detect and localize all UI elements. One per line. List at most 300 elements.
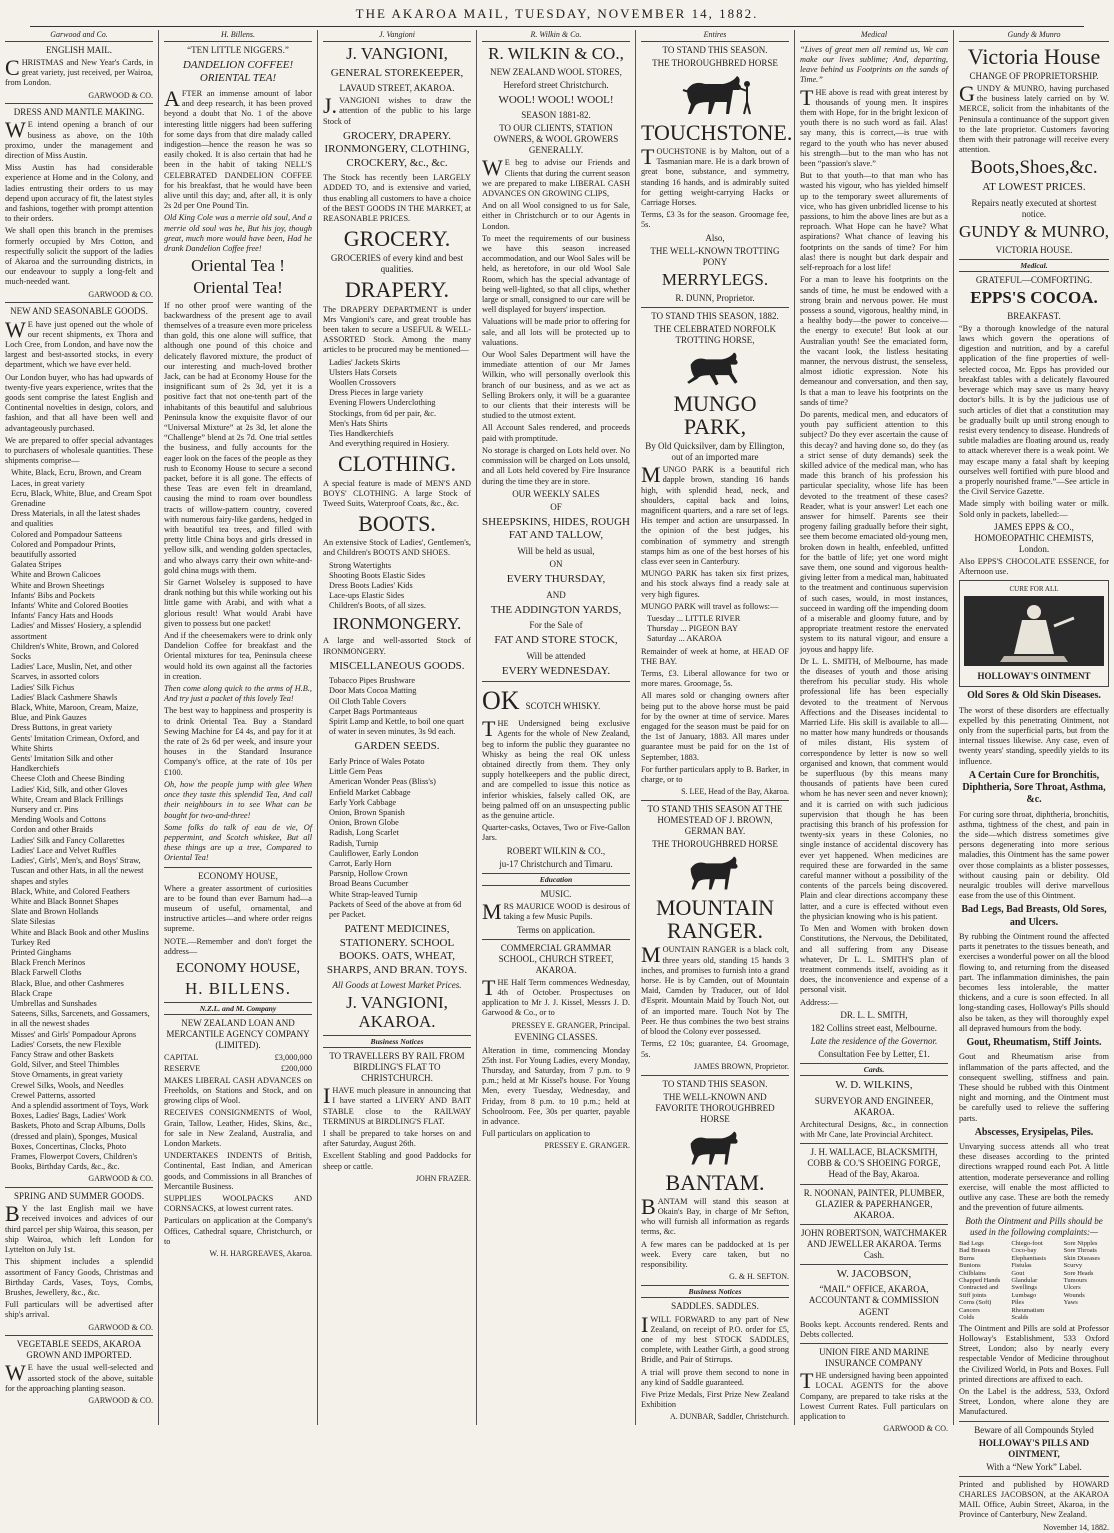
ad-title: A Certain Cure for Bronchitis, Diphtheria, Sore Throat, Asthma, &c.: [962, 769, 1106, 806]
ad-headline: J. VANGIONI,: [346, 43, 448, 63]
ad-title: DRESS AND MANTLE MAKING.: [13, 107, 145, 118]
ad-body: WE intend opening a branch of our business as above, on the 10th proximo, under the management and direction of Miss Austin.: [5, 117, 153, 160]
ad-headline: EVERY THURSDAY,: [506, 572, 606, 585]
ad-body: No storage is charged on Lots held over. No commission will be charged on Lots unsold, and all Lots held covered by Fire Insurance during the time they are in store.: [482, 445, 630, 486]
ad-body: WE have just opened out the whole of our recent shipments, ex Thora and Loch Cree, from London, and have now the largest and best-assorted stocks, in every department, which we have ever held.: [5, 316, 153, 370]
ad-text: Terms on application.: [516, 924, 596, 935]
ad-body: The worst of these disorders are effectually expelled by this penetrating Ointment, not only from the superficial parts, but from the internal tissues likewise. Any case, even of twenty years' standing, speedily yields to its influence.: [959, 705, 1109, 766]
list-item: Misses' and Girls' Pompadour Aprons: [11, 1029, 137, 1039]
ad-signature: GARWOOD & CO.: [88, 90, 153, 100]
card-text: SURVEYOR AND ENGINEER, AKAROA.: [814, 1095, 934, 1117]
capital-label: CAPITAL: [164, 1053, 199, 1063]
horse-icon: [680, 853, 750, 893]
list-item: Gents' Imitation Crimean, Oxford, and White Shirts: [11, 733, 140, 753]
card-title: W. JACOBSON,: [836, 1267, 912, 1280]
list-item: Sore Heads: [1063, 1269, 1094, 1277]
ad-headline: DANDELION COFFEE! ORIENTAL TEA!: [182, 58, 294, 85]
list-item: Printed Ginghams: [11, 947, 72, 957]
list-item: Infants' Fancy Hats and Hoods: [11, 611, 113, 621]
ad-body: I shall be prepared to take horses on and after Saturday, August 26th.: [323, 1129, 471, 1149]
ad-headline: MISCELLANEOUS GOODS.: [329, 659, 465, 672]
ad-body: AFTER an immense amount of labor and deep research, it has been proved beyond a doubt that No. 1 of the above interesting little niggers had been suffering for some days from that dire malady called indigestion—hence the reason he was so easily choked. It is also certain that had he been in the habit of taking NELL'S CELEBRATED DANDELION COFFEE for his breakfast, that he would have been alive until this day; and, after all, it is only 2s 2d per One Pound Tin.: [164, 85, 312, 211]
list-item: Colored and Pompadour Satteens: [11, 529, 122, 539]
list-item: Rheumatism: [1011, 1306, 1045, 1314]
ad-headline: EPPS'S COCOA.: [970, 288, 1098, 308]
list-item: Ladies' Black Cashmere Shawls: [11, 692, 118, 702]
card-text: JOHN ROBERTSON, WATCHMAKER AND JEWELLER AKAROA. Terms Cash.: [800, 1227, 948, 1260]
divider: [800, 1224, 948, 1225]
ad-title: Abscesses, Erysipelas, Piles.: [974, 1126, 1094, 1138]
section-header: Cards.: [800, 1063, 948, 1076]
ad-text: Also,: [705, 232, 725, 243]
ad-subtitle: By Old Quicksilver, dam by Ellington, out of an imported mare: [645, 440, 785, 463]
ad-body: NOTE.—Remember and don't forget the address—: [164, 936, 312, 956]
list-item: Sateens, Silks, Sarcenets, and Gossamers, in all the newest shades: [11, 1009, 150, 1029]
ad-subtitle: THE WELL-KNOWN AND FAVORITE THOROUGHBRED HORSE: [655, 1091, 775, 1124]
divider: [641, 800, 789, 801]
list-item: Yaws: [1063, 1299, 1078, 1307]
verse: Oh, how the people jump with glee When once they taste this splendid Tea, And call their neighbours in to see What can be bought for two-and-three!: [164, 779, 312, 820]
divider: [482, 681, 630, 682]
card-text: J. H. WALLACE, BLACKSMITH, COBB & CO.'S SHOEING FORGE, Head of the Bay, Akaroa.: [807, 1147, 941, 1180]
ad-title: TO STAND THIS SEASON AT THE HOMESTEAD OF J. BROWN, GERMAN BAY.: [647, 804, 783, 837]
list-item: Elephantiasis: [1011, 1254, 1046, 1262]
ad-title: TO STAND THIS SEASON.: [662, 44, 768, 55]
list-item: Ulcers: [1063, 1284, 1081, 1292]
ad-headline: GROCERY.: [343, 226, 451, 252]
ad-text: Beware of all Compounds Styled: [974, 1424, 1094, 1435]
divider: [641, 307, 789, 308]
list-item: Chapped Hands: [959, 1276, 1001, 1284]
horse-with-groom-icon: [675, 72, 755, 118]
list-item: Chiego-foot: [1011, 1239, 1043, 1247]
ad-title: OUR WEEKLY SALES: [512, 488, 600, 499]
ad-subtitle: THE THOROUGHBRED HORSE: [652, 839, 778, 850]
ad-body: Valuations will be made prior to offering for sale, and all lots will be protected up to valuations.: [482, 317, 630, 347]
ad-body: For a man to leave his footprints on the sands of time, he must be endowed with a strong brain and nervous power. He must possess a sound, vigorous, healthy mind, in a healthy body—the power to conceive—the energy to execute! But look at our Australian youth! See the emaciated form, the vacant look, the listless hesitating manner, the nervous distrust, the senseless, almost idiotic expression. Note his demeanour and conversation, and then say, Is that a man to leave his footprints on the sands of time?: [800, 275, 948, 407]
list-item: Ladies' Silk Fichus: [11, 682, 75, 692]
ad-signature: ju-17 Christchurch and Timaru.: [499, 858, 613, 869]
ad-body: CHRISTMAS and New Year's Cards, in great variety, just received, per Wairoa, from London.: [5, 54, 153, 88]
ad-subtitle: LAVAUD STREET, AKAROA.: [339, 83, 455, 94]
ad-body: SUPPLIES WOOLPACKS AND CORNSACKS, at lowest current rates.: [164, 1194, 312, 1214]
list-item: American Wonder Peas (Bliss's): [329, 777, 436, 787]
ad-body: THE undersigned having been appointed LOCAL AGENTS for the above Company, are prepared to take risks at the Lowest Current Rates. Full particulars on application to: [800, 1368, 948, 1421]
list-item: Scurvy: [1063, 1262, 1083, 1270]
ad-subtitle: GROCERIES of every kind and best qualities.: [330, 253, 464, 275]
list-item: Carpet Bags Portmanteaus: [329, 706, 418, 716]
ad-body: Gout and Rheumatism arise from inflammation of the parts affected, and the consequent swelling, stiffness and pain. These should be rubbed with this Ointment night and morning, and the Ointment must be carefully used to relieve the suffering parts.: [959, 1052, 1109, 1123]
list-item: Wounds: [1063, 1291, 1085, 1299]
list-item: Bad Breasts: [959, 1247, 991, 1255]
verse: Then come along quick to the arms of H.B., And try just a packet of this lovely Tea!: [164, 684, 312, 704]
ad-body: Quarter-casks, Octaves, Two or Five-Gallon Jars.: [482, 823, 630, 843]
list-item: White and Brown Sheetings: [11, 580, 105, 590]
ad-subtitle: GRATEFUL—COMFORTING.: [975, 275, 1093, 286]
list-item: Stockings, from 6d per pair, &c.: [329, 408, 437, 418]
column-header: Entires: [641, 30, 789, 42]
ad-text: Will be attended: [526, 650, 586, 661]
list-item: Crewel Silks, Wools, and Needles: [11, 1080, 124, 1090]
list-item: Ladies' Jackets Skirts: [329, 357, 401, 367]
emblem-title: HOLLOWAY'S OINTMENT: [977, 671, 1091, 682]
ad-headline: GROCERY, DRAPERY. IRONMONGERY, CLOTHING, CROCKERY, &c., &c.: [324, 129, 470, 169]
list-item: Burns: [959, 1254, 975, 1262]
list-item: Contracted and Stiff joints: [959, 1284, 999, 1299]
list-item: Scalds: [1011, 1314, 1029, 1322]
ad-headline: Oriental Tea !: [191, 256, 285, 276]
ad-text: 182 Collins street east, Melbourne.: [811, 1022, 937, 1033]
ad-title: SPRING AND SUMMER GOODS.: [13, 1191, 145, 1202]
ad-body: “By a thorough knowledge of the natural laws which govern the operations of digestion and nutrition, and by a careful application of the fine properties of well-selected cocoa, Mr. Epps has provided our breakfast tables with a delicately flavoured beverage which may save us many heavy doctor's bills. It is by the judicious use of such articles of diet that a constitution may be gradually built up until strong enough to resist every tendency to disease. Hundreds of subtle maladies are floating around us, ready to attack wherever there is a weak point. We may escape many a fatal shaft by keeping ourselves well fortified with pure blood and a properly nourished frame.”—See article in the Civil Service Gazette.: [959, 323, 1109, 497]
ad-body: J.VANGIONI wishes to draw the attention of the public to his large Stock of: [323, 93, 471, 126]
ad-signature: A. DUNBAR, Saddler, Christchurch.: [670, 1412, 789, 1422]
list-item: Sore Nipples: [1063, 1239, 1098, 1247]
travel-list: [641, 614, 789, 645]
ad-signature: S. LEE, Head of the Bay, Akaroa.: [681, 787, 789, 797]
ad-body: MUNGO PARK will travel as follows:—: [641, 601, 779, 611]
ad-title: TO STAND THIS SEASON.: [662, 1078, 768, 1089]
divider: [800, 1343, 948, 1344]
column-header: Gundy & Munro: [959, 30, 1109, 42]
list-item: Ladies' Lace and Velvet Ruffles: [11, 845, 117, 855]
list-item: Cancers: [959, 1306, 980, 1314]
divider: [5, 103, 153, 104]
horse-name: TOUCHSTONE.: [641, 119, 793, 145]
list-item: Onion, Brown Spanish: [329, 808, 405, 817]
ad-headline: BOOTS.: [358, 511, 436, 537]
list-item: Early Prince of Wales Potato: [329, 756, 425, 766]
divider: [5, 1187, 153, 1188]
list-item: Ladies' Lace, Muslin, Net, and other Scarves, in assorted colors: [11, 662, 132, 682]
list-item: Corns (Soft): [959, 1299, 992, 1307]
ad-text: With a “New York” Label.: [986, 1461, 1082, 1472]
ad-headline: Boots,Shoes,&c.: [970, 157, 1098, 179]
list-item: Cordon and other Braids: [11, 825, 93, 835]
list-item: Mending Wools and Cottons: [11, 815, 106, 825]
ad-title: VEGETABLE SEEDS, AKAROA GROWN AND IMPORTED.: [16, 1339, 142, 1361]
ad-signature: GARWOOD & CO.: [88, 289, 153, 299]
list-item: Cauliflower, Early London: [329, 848, 419, 858]
ad-body: RECEIVES CONSIGNMENTS of Wool, Grain, Tallow, Leather, Hides, Skins, &c., for sale in New Zealand, Australia, and London Markets.: [164, 1108, 312, 1149]
ad-body: Also EPPS'S CHOCOLATE ESSENCE, for Afternoon use.: [959, 556, 1109, 577]
horse-name: MOUNTAIN RANGER.: [655, 895, 774, 944]
list-item: Children's White, Brown, and Colored Socks: [11, 641, 139, 662]
list-item: Spirit Lamp and Kettle, to boil one quart of water in seven minutes, 3s 9d each.: [329, 717, 465, 737]
list-item: Chilblains: [959, 1269, 986, 1277]
list-item: Umbrellas and Sunshades: [11, 998, 97, 1008]
garden-list: [323, 757, 471, 920]
ad-title: SADDLES. SADDLES.: [671, 1301, 759, 1312]
ad-body: A few mares can be paddocked at 1s per week. Every care taken, but no responsibility.: [641, 1239, 789, 1270]
ok-subtitle: SCOTCH WHISKY.: [525, 701, 601, 712]
ad-text: Late the residence of the Governor.: [810, 1035, 938, 1046]
list-item: Parsnip, Hollow Crown: [329, 869, 408, 879]
ad-body: And if the cheesemakers were to drink only Dandelion Coffee for breakfast and the Oriental mixtures for tea, Peninsula cheese would hold its own against all the factories in creation.: [164, 631, 312, 681]
column-wilkin: [477, 30, 636, 1425]
ad-body: Full particulars on application to: [482, 1129, 591, 1139]
seated-figure-icon: [962, 596, 1106, 666]
ad-body: MAKES LIBERAL CASH ADVANCES on Freeholds, on Stations and Stock, and on growing clips of Wool.: [164, 1075, 312, 1106]
ad-title: “TEN LITTLE NIGGERS.”: [187, 44, 289, 55]
ad-signature: JAMES BROWN, Proprietor.: [693, 1061, 789, 1071]
ad-subtitle: Both the Ointment and Pills should be used in the following complaints:—: [965, 1215, 1103, 1237]
ad-body: Five Prize Medals, First Prize New Zealand Exhibition: [641, 1389, 789, 1410]
list-item: Lace-ups Elastic Sides: [329, 591, 405, 601]
ad-signature: JAMES EPPS & CO., HOMOEOPATHIC CHEMISTS, London.: [974, 521, 1094, 554]
ad-body: GUNDY & MUNRO, having purchased the business lately carried on by W. MERCE, solicit from the inhabitants of the Peninsula a continuance of the support given to the late proprietor. Customers favoring them with their patronage will receive every attention.: [959, 80, 1109, 155]
column-garwood: [0, 30, 159, 1425]
column-header: H. Billens.: [164, 30, 312, 42]
divider: [800, 1184, 948, 1185]
ad-title: UNION FIRE AND MARINE INSURANCE COMPANY: [819, 1347, 929, 1369]
ad-headline: J. VANGIONI, AKAROA.: [346, 993, 448, 1032]
list-item: White Strap-leaved Turnip: [329, 889, 418, 899]
list-item: Colored and Pompadour Prints, beautifully assorted: [11, 539, 116, 559]
horse-name: BANTAM.: [665, 1169, 765, 1195]
ad-body: A large and well-assorted Stock of IRONMONGERY.: [323, 636, 471, 656]
ad-headline: GARDEN SEEDS.: [354, 740, 440, 753]
ad-title: COMMERCIAL GRAMMAR SCHOOL, CHURCH STREET, AKAROA.: [498, 942, 614, 975]
list-item: Thursday ... PIGEON BAY: [647, 624, 738, 634]
verse: Old King Cole was a merrie old soul, And a merrie old soul was he, But his joy, though great, much more would have been, Had he drank Dandelion Coffee free!: [164, 213, 312, 253]
card-text: R. NOONAN, PAINTER, PLUMBER, GLAZIER & PAPERHANGER, AKAROA.: [803, 1187, 945, 1220]
list-item: Infants' White and Colored Booties: [11, 601, 129, 611]
ad-body: All mares sold or changing owners after being put to the above horse must be paid for by the owner at time of service. Mares engaged for the season must be paid for on the 1st of January, 1883. All mares under guarantee must be paid for on the 1st of September, 1883.: [641, 691, 789, 762]
ad-subtitle: THE CELEBRATED NORFOLK TROTTING HORSE,: [654, 323, 776, 345]
ad-body: MUNGO PARK has taken six first prizes, and his stock always find a ready sale at very high figures.: [641, 569, 789, 599]
capital-row: [164, 1053, 312, 1063]
verse: “Lives of great men all remind us, We can make our lives sublime; And, departing, leave behind us Footprints on the sands of Time.”: [800, 44, 948, 85]
ad-signature: R. DUNN, Proprietor.: [675, 292, 755, 303]
column-entires: [636, 30, 795, 1425]
list-item: Fancy Straw and other Baskets: [11, 1049, 114, 1059]
list-item: Gents' Imitation Silk and other Handkerchiefs: [11, 754, 113, 774]
list-item: Tuesday ... LITTLE RIVER: [647, 613, 741, 623]
ad-body: And on all Wool consigned to us for Sale, either in Christchurch or to our Agents in London.: [482, 201, 630, 231]
ad-signature: JOHN FRAZER.: [415, 1173, 471, 1183]
list-item: Enfield Market Cabbage: [329, 787, 411, 797]
list-item: White and Black Bonnet Shapes: [11, 896, 119, 906]
column-billens: [159, 30, 318, 1425]
imprint-date: November 14, 1882.: [1043, 1522, 1109, 1532]
ad-text: Consultation Fee by Letter, £1.: [818, 1048, 930, 1059]
ad-body: By rubbing the Ointment round the affected parts it penetrates to the tissues beneath, and exercises a wonderful power on all the blood flowing to, and returning from the diseased part. The inflammation diminishes, the pain becomes less intolerable, the matter thickens, and a cure is soon effected. In all long-standing cases, Holloway's Pills should also be taken, as they will thoroughly expel all depraved humours from the body.: [959, 932, 1109, 1033]
list-item: Skin Diseases: [1063, 1254, 1100, 1262]
list-item: Colds: [959, 1314, 975, 1322]
list-item: Ulsters Hats Corsets: [329, 367, 397, 377]
divider: [482, 939, 630, 940]
list-item: Dress Materials, in all the latest shades and qualities: [11, 509, 141, 529]
ad-signature: W. H. HARGREAVES, Akaroa.: [209, 1249, 312, 1259]
list-item: And a splendid assortment of Toys, Work Boxes, Ladies' Bags, Ladies' Work Baskets, Photo and Scrap Albums, Dolls (dressed and plain), Sponges, Musical Boxes, Concertinas, Clocks, Photo Frames, Flowerpot Covers, Children's Books, Birthday Cards, &c., &c.: [11, 1100, 149, 1172]
list-item: Bunions: [959, 1262, 981, 1270]
ad-title: TO OUR CLIENTS, STATION OWNERS, & WOOL GROWERS GENERALLY.: [493, 123, 619, 156]
list-item: Dress Boots Ladies' Kids: [329, 581, 413, 591]
ad-signature: ROBERT WILKIN & CO.,: [506, 845, 606, 856]
list-item: Lumbago: [1011, 1291, 1037, 1299]
ad-subtitle: BREAKFAST.: [1007, 310, 1061, 321]
ad-headline: ECONOMY HOUSE,: [176, 961, 300, 976]
section-header: Medical.: [959, 259, 1109, 272]
column-gundy-munro: [954, 30, 1114, 1532]
trotting-horse-icon: [680, 349, 750, 389]
ad-body: A trial will prove them second to none in any kind of Saddle guaranteed.: [641, 1367, 789, 1387]
ad-body: Remainder of week at home, at HEAD OF THE BAY.: [641, 646, 789, 666]
ad-signature: G. & H. SEFTON.: [729, 1272, 789, 1282]
list-item: Onion, Brown Globe: [329, 818, 399, 828]
list-item: Men's Hats Shirts: [329, 418, 388, 428]
ad-body: MUNGO PARK is a beautiful rich dapple brown, standing 16 hands high, with splendid head, neck, and shoulders, capital back and loins, magnificent quarters, and a rare set of legs. His temper and action are unsurpassed. In the opinion of the best judges, his combination of symmetry and strength stamps him as one of the best horses of his class ever seen in Canterbury.: [641, 462, 789, 566]
list-item: Black Crape: [11, 988, 53, 998]
list-item: Stove Ornaments, in great variety: [11, 1070, 123, 1080]
list-item: Ladies' and Misses' Hosiery, a splendid assortment: [11, 621, 142, 641]
column-medical: [795, 30, 954, 1434]
ad-headline: EVERY WEDNESDAY.: [501, 664, 611, 677]
list-item: Broad Beans Cucumber: [329, 879, 409, 889]
ad-body: The Ointment and Pills are sold at Professor Holloway's Establishment, 533 Oxford Street, London; also by nearly every respectable Vendor of Medicine throughout the Civilized World, in Pots and Boxes. Full printed directions are affixed to each.: [959, 1323, 1109, 1384]
ad-title: ENGLISH MAIL.: [46, 44, 112, 55]
ad-body: Particulars on application at the Company's Offices, Cathedral square, Christchurch, or to: [164, 1216, 312, 1246]
ad-body: The DRAPERY DEPARTMENT is under Mrs Vangioni's care, and great trouble has been taken to secure a USEFUL & WELL-ASSORTED Stock. Among the many articles to be procured may be mentioned—: [323, 304, 471, 355]
ad-headline: WOOL! WOOL! WOOL!: [498, 93, 614, 106]
emblem-arc-text: CURE FOR ALL: [1009, 585, 1059, 594]
horse-name: MUNGO PARK,: [673, 390, 757, 439]
list-item: Piles: [1011, 1299, 1024, 1307]
masthead-rule: [30, 26, 1084, 27]
ad-headline: Victoria House: [967, 43, 1101, 69]
list-item: Early York Cabbage: [329, 797, 397, 807]
ad-body: IHAVE much pleasure in announcing that I have started a LIVERY AND BAIT STABLE close to the RAILWAY TERMINUS at BIRDLING'S FLAT.: [323, 1083, 471, 1126]
column-header: R. Wilkin & Co.: [482, 30, 630, 42]
holloway-emblem: [959, 580, 1109, 687]
list-item: Fistulas: [1011, 1262, 1032, 1270]
verse: Some folks do talk of eau de vie, Of peppermint, and Scotch whiskee, But all these things are up a tree, Compared to Oriental Tea!: [164, 822, 312, 863]
list-item: White and Black Book and other Muslins: [11, 927, 149, 937]
ad-body: THE Undersigned being exclusive Agents for the whole of New Zealand, beg to inform the public they guarantee no Whisky as being the real OK unless obtained directly from them. They only supply hotelkeepers and the public direct, and are compelled to issue this notice as inferior whiskies, falsely called OK, are being palmed off on an unsuspecting public as the genuine article.: [482, 716, 630, 821]
ad-body: IWILL FORWARD to any part of New Zealand, on receipt of P.O. order for £5, one of my best STOCK SADDLES, complete, with Leather Girth, a good strong Bridle, and Pair of Stirrups.: [641, 1311, 789, 1365]
ad-body: THE Half Term commences Wednesday, 4th of October. Prospectuses on application to Mr J. J. Kissel, Messrs J. D. Garwood & Co., or to: [482, 974, 630, 1018]
ad-title: Bad Legs, Bad Breasts, Old Sores, and Ulcers.: [961, 904, 1107, 928]
list-item: White, Black, Ecru, Brown, and Cream Laces, in great variety: [11, 468, 142, 488]
divider: [5, 1335, 153, 1336]
ad-text: AND: [546, 589, 566, 600]
list-item: Radish, Long Scarlet: [329, 828, 399, 838]
list-item: Little Gem Peas: [329, 767, 383, 777]
drapery-list: [323, 358, 471, 450]
list-item: Ladies' Kid, Silk, and other Gloves: [11, 784, 128, 794]
ad-signature: PRESSEY E. GRANGER.: [544, 1141, 630, 1151]
list-item: Ecru, Black, White, Blue, and Cream Spot Grenadine: [11, 488, 152, 508]
column-header: J. Vangioni: [323, 30, 471, 42]
divider: [5, 302, 153, 303]
ad-signature: GARWOOD & CO.: [88, 1174, 153, 1184]
list-item: Infants' Bibs and Pockets: [11, 590, 95, 600]
ad-subtitle: All Goods at Lowest Market Prices.: [332, 980, 462, 991]
list-item: Packets of Seed of the above at from 6d per Packet.: [329, 899, 462, 920]
divider: [959, 1421, 1109, 1422]
list-item: Ties Handkerchiefs: [329, 429, 394, 439]
ad-body: MRS MAURICE WOOD is desirous of taking a few Music Pupils.: [482, 899, 630, 925]
ad-subtitle: AT LOWEST PRICES.: [982, 181, 1086, 194]
list-item: Tobacco Pipes Brushware: [329, 676, 416, 686]
ad-body: A special feature is made of MEN'S AND BOYS' CLOTHING. A large Stock of Tweed Suits, Waterproof Coats, &c., &c.: [323, 478, 471, 508]
complaints-list: [959, 1240, 1109, 1322]
list-item: Gout: [1011, 1269, 1025, 1277]
ad-body: Our London buyer, who has had upwards of twenty-five years experience, writes that the goods sent comprise the latest English and Continental novelties in design, colors, and fashion, and that all have been well and advantageously purchased.: [5, 372, 153, 433]
section-header: Education: [482, 873, 630, 886]
ad-text: Will be held as usual,: [517, 545, 595, 556]
list-item: Oil Cloth Table Covers: [329, 696, 406, 706]
ad-body: Miss Austin has had considerable experience at Home and in the Colony, and ladies entrusting their orders to us may depend upon accuracy of fit, the latest styles and fashions, together with prompt attention to their orders.: [5, 163, 153, 224]
list-item: Ladies' Corsets, the new Flexible: [11, 1039, 122, 1049]
list-item: Saturday ... AKAROA: [647, 634, 722, 644]
list-item: Strong Watertights: [329, 560, 392, 570]
ad-body: All Account Sales rendered, and proceeds paid with promptitude.: [482, 423, 630, 443]
list-item: White and Brown Calicoes: [11, 570, 101, 580]
list-item: Black, White, Maroon, Cream, Maize, Blue, and Pink Gauzes: [11, 703, 139, 723]
ad-body: Excellent Stabling and good Paddocks for sheep or cattle.: [323, 1151, 471, 1171]
ad-signature: GARWOOD & CO.: [88, 1396, 153, 1406]
ad-headline: Oriental Tea!: [193, 277, 283, 297]
ad-signature: PRESSEY E. GRANGER, Principal.: [511, 1020, 630, 1030]
capital-value: £3,000,000: [274, 1053, 312, 1063]
list-item: Turkey Red: [11, 937, 51, 947]
ad-body: WE beg to advise our Friends and Clients that during the current season we are prepared to make LIBERAL CASH ADVANCES ON GROWING CLIPS,: [482, 155, 630, 199]
list-item: Dress Pieces in large variety: [329, 388, 424, 398]
ad-body: Our Wool Sales Department will have the immediate attention of our Mr James Wilkin, who will personally overlook this branch of our business, and as we act as Selling Brokers only, it will be a guarantee to our clients that their interests will be studied to the utmost extent.: [482, 350, 630, 421]
list-item: Ladies', Girls', Men's, and Boys' Straw, Tuscan and other Hats, in all the newest shapes and styles: [11, 856, 144, 886]
list-item: Radish, Turnip: [329, 838, 379, 848]
ad-body: MOUNTAIN RANGER is a black colt, three years old, standing 15 hands 3 inches, and promises to furnish into a grand horse. He is by Camden, out of Mountain Maid, Camden by Traducer, out of Idol d'Esprit. Mountain Maid by Touch Not, out of an imported mare. Touch Not by The Peer. He thus combines the two best strains of blood the Colony ever possessed.: [641, 942, 789, 1037]
ad-body: On the Label is the address, 533, Oxford Street, London, where alone they are Manufactured.: [959, 1387, 1109, 1417]
ad-body: Alteration in time, commencing Monday 25th inst. For Young Ladies, every Monday, Thursday, and Saturday, from 7 p.m. to 9 p.m.; held at Mr Kissel's house. For Young Men, every Tuesday, Wednesday, and Friday, from 8 p.m. to 10 p.m.; held at Schoolroom. Fee, 30s per quarter, payable in advance.: [482, 1045, 630, 1126]
ad-title: ECONOMY HOUSE,: [198, 870, 278, 881]
ad-title: Old Sores & Old Skin Diseases.: [967, 690, 1101, 702]
list-item: Woollen Crossovers: [329, 378, 396, 387]
ad-body: BANTAM will stand this season at Okain's Bay, in charge of Mr Sefton, who will furnish all information as regards terms, &c.: [641, 1193, 789, 1237]
divider: [959, 1476, 1109, 1477]
divider: [164, 867, 312, 868]
card-text: Architectural Designs, &c., in connection with Mr Cane, late Provincial Architect.: [800, 1119, 948, 1140]
ad-title: TO TRAVELLERS BY RAIL FROM BIRDLING'S FLAT TO CHRISTCHURCH.: [329, 1051, 465, 1084]
list-item: Crewel Patterns, assorted: [11, 1090, 96, 1100]
ad-body: Dr L. L. SMITH, of Melbourne, has made the diseases of youth and those arising therefrom his peculiar study. His whole professional life has been especially devoted to the treatment of Nervous Affections and the Diseases incidental to Married Life. His skill is available to all—no matter how many hundreds or thousands of miles distant, His system of correspondence by letter is now so well organised and known, that comment would be superfluous (by this means many thousands of patients have been cured whom he has never seen and never known); and it is carried on with such judicious supervision that though he has been practising this branch of his profession for twenty-six years in these Colonies, no single instance of accidental discovery has ever yet happened. When medicines are required these are forwarded in the same careful manner without a possibility of the contents of the parcels being discovered. Plain and clear directions accompany these latter, and a cure is effected without even the physician knowing who is his patient.: [800, 656, 948, 921]
ad-body: Terms, £2 10s; guarantee, £4. Groomage, 5s.: [641, 1039, 789, 1059]
ad-body: THE above is read with great interest by thousands of young men. It inspires them with Hope, for in the bright lexicon of youth there is no such word as fail. Alas! say many, this is correct,—is true with regard to the youth who has never abused his strength—but to the man who has not been “passion's slave.”: [800, 84, 948, 169]
ad-body: Terms, £3. Liberal allowance for two or more mares. Groomage, 5s.: [641, 668, 789, 689]
ad-body: Made simply with boiling water or milk. Sold only in packets, labelled:—: [959, 499, 1109, 519]
masthead: THE AKAROA MAIL, TUESDAY, NOVEMBER 14, 1882.: [355, 6, 759, 21]
card-text: Books kept. Accounts rendered. Rents and Debts collected.: [800, 1319, 948, 1339]
boots-list: [323, 561, 471, 612]
list-item: White, Cream and Black Frillings: [11, 794, 124, 804]
ad-body: If no other proof were wanting of the backwardness of the present age to avail themselves of a treasure even more priceless than gold, this one alone will suffice, that although one pound of this choice and delicately flavored mixture, the product of our interesting and much-loved brother Jack, can be had at Economy House for the insignificant sum of 2s 3d, yet it is a positive fact that not one-tenth part of the inhabitants of this beautiful and salubrious Peninsula know the exquisite flavor of our “Universal Mixture” at 2s 3d, let alone the “Challenge” blend at 2s 7d. One trial settles the business, and fully accounts for the eager look on the faces of the people as they rush to Economy House to secure a second packet, before it is all gone. The effects of these Teas are even felt in dreamland, causing the mind to roam over boundless tracts of willow-pattern country, covered with numerous fairy-like gardens, hedged in with beautiful tea trees, and filled with pretty little China boys and girls dressed in yellow silk, and wending golden spectacles, and who always carry their own white-and-gold china mugs with them.: [164, 300, 312, 575]
ad-subtitle: THE THOROUGHBRED HORSE: [652, 57, 778, 68]
ad-body: This shipment includes a splendid assortment of Fancy Goods, Christmas and Birthday Cards, Vases, Toys, Combs, Brushes, Jewellery, &c., &c.: [5, 1257, 153, 1297]
misc-list: [323, 676, 471, 737]
ad-body: To meet the requirements of our business we have this season increased accommodation, and our Wool Sales will be held, as heretofore, in our old Wool Sale Room, which has the special advantage of being well-lighted, so that all clips, whether large or small, consigned to our care will be well displayed for buyers' inspection.: [482, 233, 630, 315]
list-item: Evening Flowers Underclothing: [329, 398, 436, 408]
horse-name: MERRYLEGS.: [661, 269, 769, 289]
ad-headline: H. BILLENS.: [185, 979, 291, 999]
column-vangioni: [318, 30, 477, 1425]
ok-logo: OK: [482, 686, 520, 716]
section-header: N.Z.L. and M. Company: [164, 1002, 312, 1015]
ad-body: TOUCHSTONE is by Malton, out of a Tasmanian mare. He is a dark brown of great bone, substance, and symmetry, standing 16 hands, and is admirably suited for getting weight-carrying Hacks or Carriage Horses.: [641, 144, 789, 208]
ad-headline: THE ADDINGTON YARDS,: [490, 603, 622, 616]
ad-body: We are prepared to offer special advantages to purchasers of wholesale quantities. These shipments comprise—: [5, 435, 153, 466]
